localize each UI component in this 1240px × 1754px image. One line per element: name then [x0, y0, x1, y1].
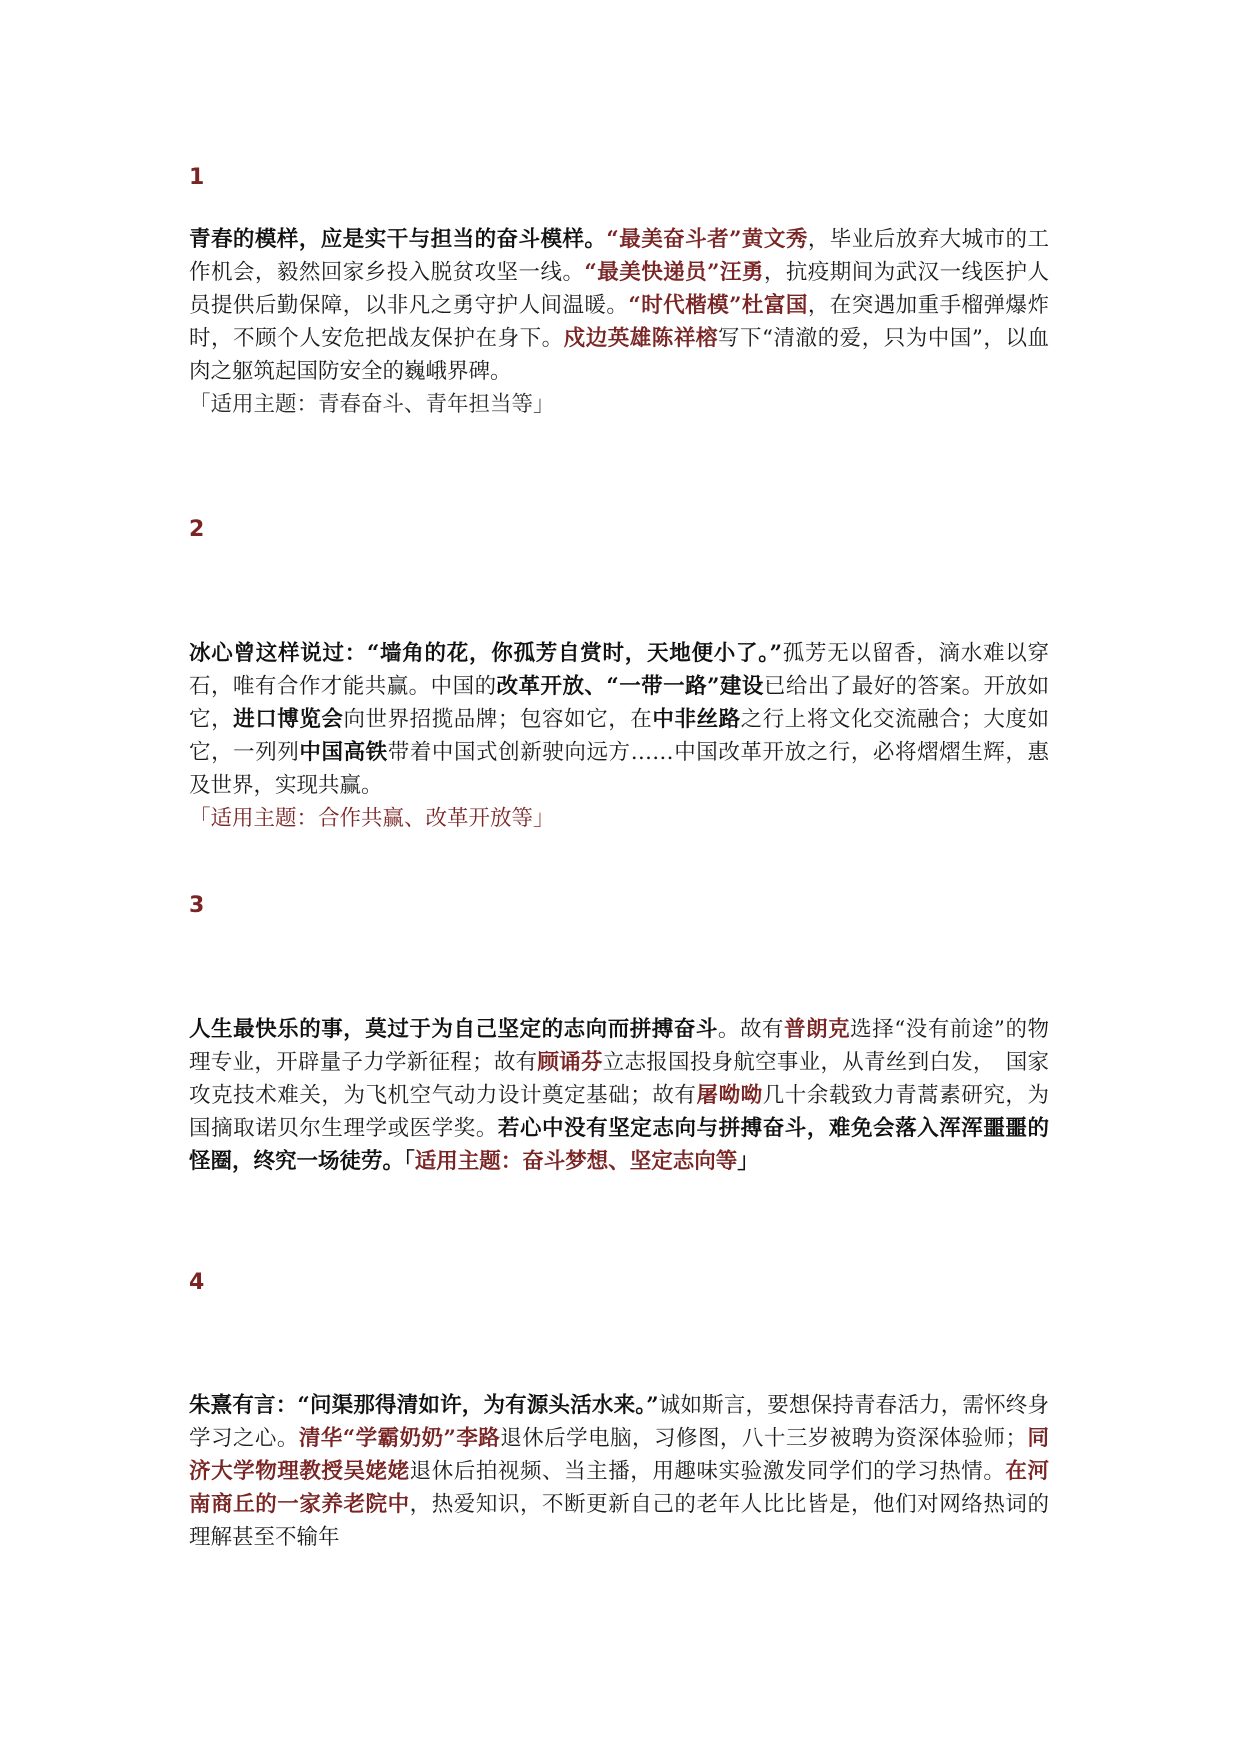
section-number-1: 1 — [189, 165, 205, 190]
lead-quote: 朱熹有言：“问渠那得清如许，为有源头活水来。” — [189, 1393, 659, 1418]
body-text: 已给出了最好的答案。开放如它， — [189, 674, 1049, 732]
section-number-3: 3 — [189, 893, 205, 918]
highlight-name: 同济大学物理教授吴姥姥 — [189, 1426, 1049, 1484]
highlight-term: 进口博览会 — [233, 707, 344, 732]
body-text: 退休后学电脑，习修图，八十三岁被聘为资深体验师； — [500, 1426, 1027, 1451]
body-text: 诚如斯言，要想保持青春活力，需怀终身学习之心。 — [189, 1393, 1049, 1451]
body-text: 退休后拍视频、当主播，用趣味实验激发同学们的学习热情。 — [409, 1459, 1006, 1484]
lead-quote: 冰心曾这样说过：“墙角的花，你孤芳自赏时，天地便小了。” — [189, 641, 783, 666]
body-text: 之行上将文化交流融合；大度如它，一列列 — [189, 707, 1049, 765]
highlight-name: 在河南商丘的一家养老院中 — [189, 1459, 1049, 1517]
lead-sentence: 青春的模样，应是实干与担当的奋斗模样。 — [189, 227, 607, 252]
highlight-name: “时代楷模”杜富国 — [628, 293, 808, 318]
tag-bracket-close: 」 — [737, 1149, 759, 1174]
body-text: 选择“没有前途”的物理专业，开辟量子力学新征程；故有 — [189, 1017, 1049, 1075]
highlight-name: 屠呦呦 — [696, 1083, 763, 1108]
highlight-term: 改革开放、“一带一路”建设 — [496, 674, 764, 699]
section-number-2: 2 — [189, 517, 205, 542]
body-text: ，热爱知识，不断更新自己的老年人比比皆是，他们对网络热词的理解甚至不输年 — [189, 1492, 1049, 1550]
theme-tag: 「适用主题：合作共赢、改革开放等」 — [189, 806, 555, 831]
section-3-paragraph — [189, 1013, 1049, 1178]
body-text: ，毕业后放弃大城市的工作机会，毅然回家乡投入脱贫攻坚一线。 — [189, 227, 1049, 285]
body-text: ，抗疫期间为武汉一线医护人员提供后勤保障，以非凡之勇守护人间温暖。 — [189, 260, 1049, 318]
theme-tag: 「适用主题：青春奋斗、青年担当等」 — [189, 392, 555, 417]
body-text: 带着中国式创新驶向远方……中国改革开放之行，必将熠熠生辉，惠及世界，实现共赢。 — [189, 740, 1049, 798]
theme-tag: 适用主题：奋斗梦想、坚定志向等 — [414, 1149, 738, 1174]
highlight-term: 中国高铁 — [299, 740, 388, 765]
conclusion-sentence: 若心中没有坚定志向与拼搏奋斗，难免会落入浑浑噩噩的怪圈，终究一场徒劳。 — [189, 1116, 1049, 1174]
highlight-term: 中非丝路 — [652, 707, 741, 732]
section-1-paragraph — [189, 223, 1049, 421]
highlight-name: 清华“学霸奶奶”李路 — [298, 1426, 501, 1451]
highlight-name: “最美快递员”汪勇 — [584, 260, 764, 285]
body-text: 。故有 — [717, 1017, 785, 1042]
body-text: 孤芳无以留香，滴水难以穿石，唯有合作才能共赢。中国的 — [189, 641, 1049, 699]
tag-bracket-open: 「 — [404, 1149, 415, 1174]
section-2-paragraph — [189, 637, 1049, 835]
lead-sentence: 人生最快乐的事，莫过于为自己坚定的志向而拼搏奋斗 — [189, 1017, 718, 1042]
highlight-name: 戍边英雄陈祥榕 — [563, 326, 718, 351]
body-text: 向世界招揽品牌；包容如它，在 — [343, 707, 653, 732]
highlight-name: “最美奋斗者”黄文秀 — [606, 227, 808, 252]
section-4-paragraph — [189, 1389, 1049, 1554]
body-text: 立志报国投身航空事业，从青丝到白发， 国家攻克技术难关，为飞机空气动力设计奠定基础；故有 — [189, 1050, 1049, 1108]
highlight-name: 顾诵芬 — [537, 1050, 603, 1075]
body-text: ，在突遇加重手榴弹爆炸时，不顾个人安危把战友保护在身下。 — [189, 293, 1049, 351]
section-number-4: 4 — [189, 1270, 205, 1295]
highlight-name: 普朗克 — [784, 1017, 851, 1042]
body-text: 几十余载致力青蒿素研究，为国摘取诺贝尔生理学或医学奖。 — [189, 1083, 1049, 1141]
body-text: 写下“清澈的爱，只为中国”，以血肉之躯筑起国防安全的巍峨界碑。 — [189, 326, 1049, 384]
